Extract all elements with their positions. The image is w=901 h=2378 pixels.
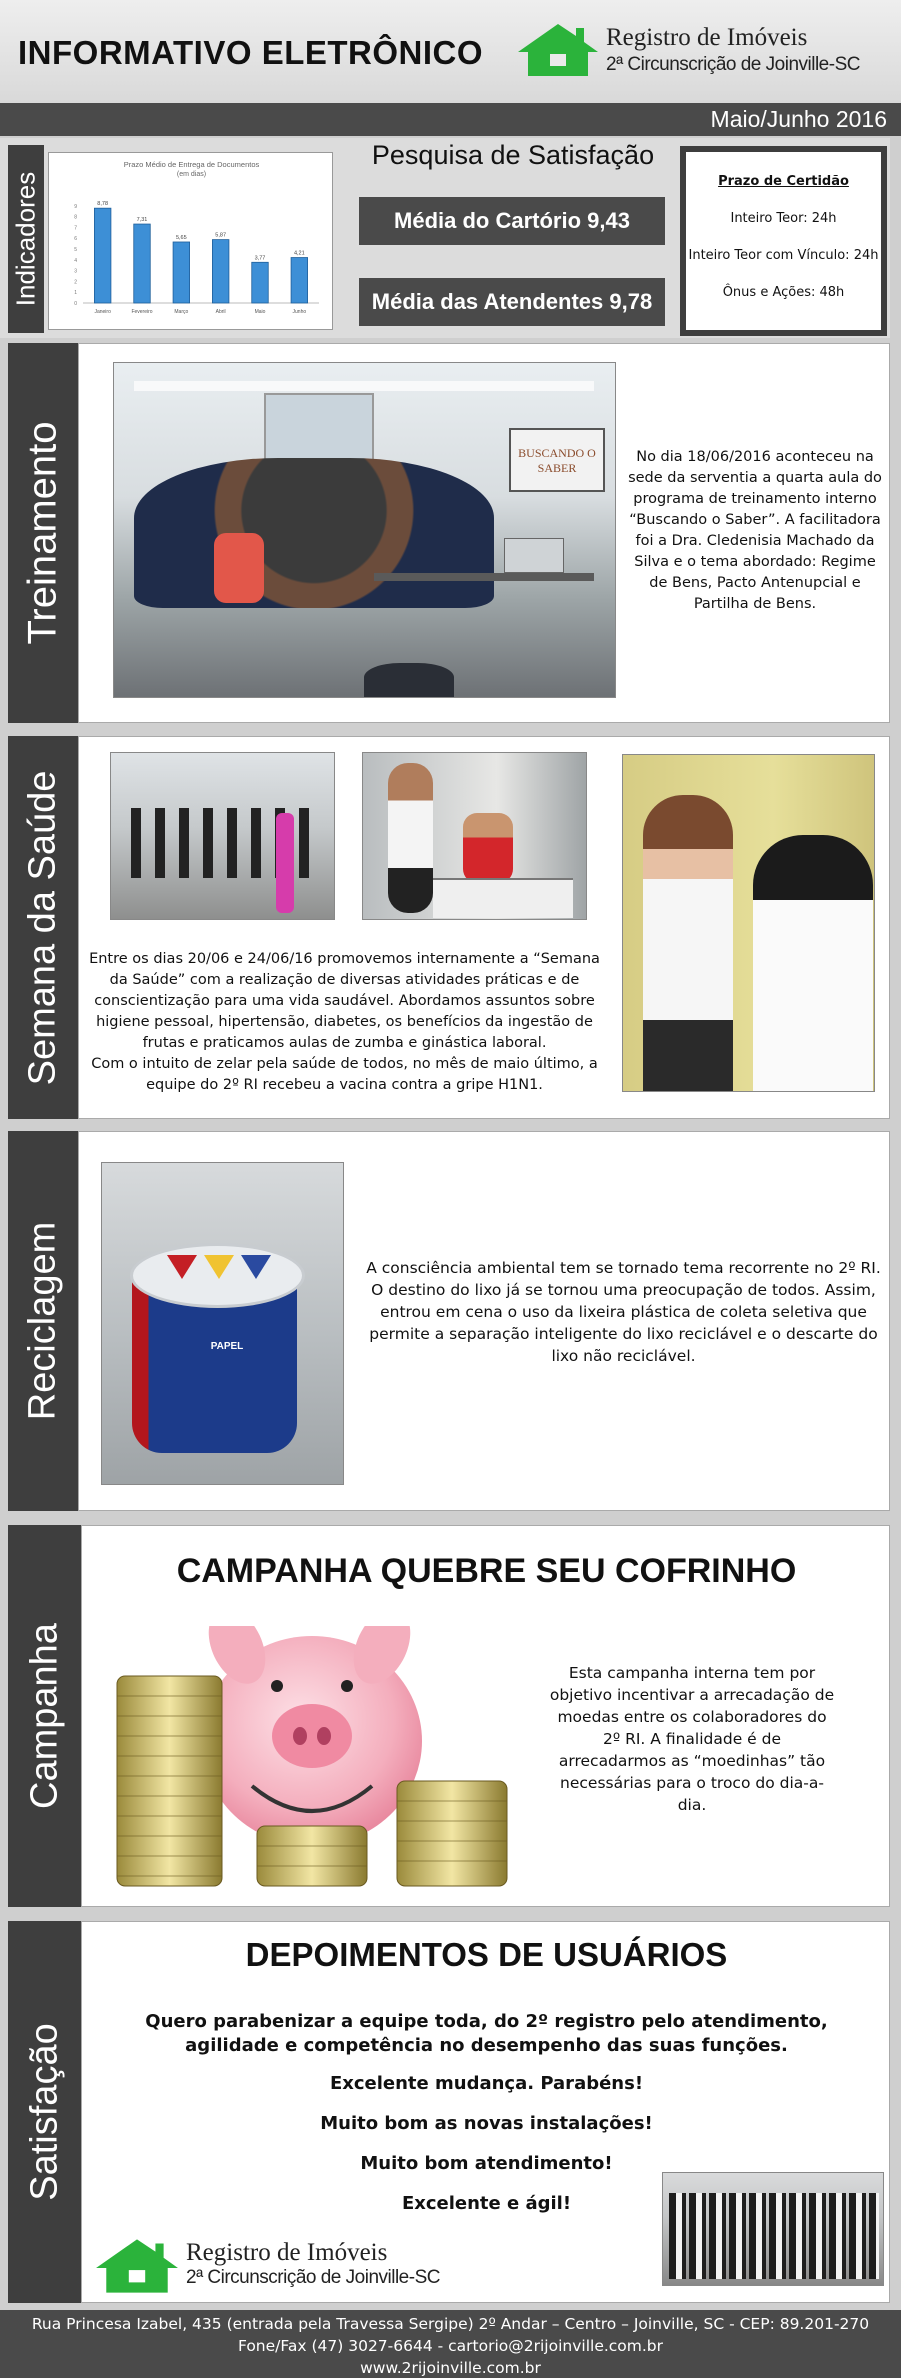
- campanha-title: CAMPANHA QUEBRE SEU COFRINHO: [176, 1552, 797, 1590]
- media-atendentes-box: Média das Atendentes 9,78: [357, 276, 667, 328]
- bar-value-label: 5,65: [175, 234, 187, 241]
- prazo-item: Inteiro Teor: 24h: [730, 211, 837, 226]
- y-tick-label: 6: [74, 236, 77, 243]
- footer-website[interactable]: www.2rijoinville.com.br: [360, 2359, 541, 2377]
- x-tick-label: Fevereiro: [131, 309, 153, 315]
- testimonial-quote: Excelente e ágil!: [401, 2193, 572, 2214]
- x-tick-label: Maio: [254, 309, 266, 315]
- chart-bar: [94, 208, 111, 303]
- saude-text-paragraph2: Com o intuito de zelar pela saúde de todos, no mês de maio último, a equipe do 2º RI recebeu a vacina contra a gripe H1N1.: [91, 1056, 598, 1093]
- bar-value-label: 8,78: [97, 201, 109, 208]
- bar-value-label: 3,77: [254, 255, 266, 262]
- y-tick-label: 0: [74, 301, 77, 307]
- campanha-text: Esta campanha interna tem por objetivo incentivar a arrecadação de moedas entre os colaboradores do 2º RI. A finalidade é de arrecadarmos as “moedinhas” tão necessárias para o troco do dia-a-dia.: [549, 1664, 835, 1814]
- footer-address: Rua Princesa Izabel, 435 (entrada pela Travessa Sergipe) 2º Andar – Centro – Joinville, SC - CEP: 89.201-270: [31, 2315, 870, 2333]
- prazo-title: Prazo de Certidão: [718, 174, 849, 189]
- zumba-photo: [110, 752, 335, 920]
- date-bar: [0, 103, 901, 136]
- reciclagem-panel: [78, 1131, 890, 1511]
- newsletter-title: INFORMATIVO ELETRÔNICO: [18, 34, 484, 71]
- logo-text-line2: 2ª Circunscrição de Joinville-SC: [606, 54, 860, 75]
- testimonial-quote: Excelente mudança. Parabéns!: [329, 2073, 644, 2094]
- bar-value-label: 5,87: [215, 232, 227, 239]
- saude-label: Semana da Saúde: [21, 770, 64, 1085]
- header: [0, 0, 901, 103]
- treinamento-text: No dia 18/06/2016 aconteceu na sede da serventia a quarta aula do programa de treinamento interno “Buscando o Saber”. A facilitadora foi a Dra. Cledenisia Machado da Silva e o tema abordado: Regime de Bens, Pacto Antenupcial e Partilha de Bens.: [628, 449, 882, 612]
- satisfacao-label: Satisfação: [23, 2023, 65, 2201]
- y-tick-label: 3: [74, 268, 77, 275]
- y-tick-label: 8: [74, 214, 77, 221]
- testimonial-quote: Muito bom atendimento!: [360, 2153, 613, 2174]
- testimonial-quote: Muito bom as novas instalações!: [320, 2113, 653, 2134]
- reciclagem-text: A consciência ambiental tem se tornado tema recorrente no 2º RI. O destino do lixo já se tornou uma preocupação de todos. Assim, entrou em cena o uso da lixeira plástica de coleta seletiva que permite a separação inteligente do lixo reciclável e o descarte do lixo não reciclável.: [366, 1259, 881, 1365]
- footer: [0, 2310, 901, 2378]
- testimonial-quote: Quero parabenizar a equipe toda, do 2º registro pelo atendimento, agilidade e competência no desempenho das suas funções.: [145, 2011, 828, 2056]
- satisfacao-label-bar: [8, 1921, 81, 2303]
- prazo-certidao-box: [680, 146, 887, 336]
- y-tick-label: 2: [74, 279, 77, 286]
- chart-bar: [252, 262, 269, 303]
- team-photo: [662, 2172, 884, 2286]
- footer-logo-line2: 2ª Circunscrição de Joinville-SC: [186, 2267, 440, 2288]
- bin-label: PAPEL: [210, 1341, 244, 1352]
- prazo-item: Ônus e Ações: 48h: [722, 285, 845, 300]
- health-check-photo: [362, 752, 587, 920]
- footer-contact: Fone/Fax (47) 3027-6644 - cartorio@2rijoinville.com.br: [237, 2337, 664, 2355]
- delivery-chart-svg: [49, 153, 334, 331]
- campanha-label: Campanha: [23, 1623, 65, 1809]
- x-tick-label: Janeiro: [94, 309, 111, 315]
- satisfacao-panel: [81, 1921, 890, 2303]
- vaccine-photo: [622, 754, 875, 1092]
- y-tick-label: 7: [74, 225, 77, 232]
- chart-bar: [173, 242, 190, 303]
- bar-value-label: 4,21: [293, 250, 305, 257]
- piggy-bank-illustration: [112, 1626, 532, 1891]
- treinamento-panel: [78, 343, 890, 723]
- y-tick-label: 9: [74, 203, 77, 210]
- chart-title: Prazo Médio de Entrega de Documentos: [123, 160, 260, 169]
- indicadores-label: Indicadores: [10, 171, 41, 307]
- delivery-chart: [48, 152, 333, 330]
- bar-value-label: 7,31: [136, 217, 148, 224]
- survey-title: Pesquisa de Satisfação: [371, 140, 655, 170]
- chart-bar: [291, 258, 308, 303]
- x-tick-label: Abril: [215, 309, 226, 315]
- chart-bar: [134, 224, 151, 303]
- training-photo: [113, 362, 616, 698]
- treinamento-label: Treinamento: [20, 421, 65, 645]
- saude-label-bar: [8, 736, 78, 1119]
- x-tick-label: Março: [174, 309, 189, 315]
- chart-subtitle: (em dias): [176, 171, 207, 178]
- y-tick-label: 1: [74, 290, 77, 297]
- treinamento-label-bar: [8, 343, 78, 723]
- house-logo-icon: [94, 2237, 180, 2295]
- chart-bar: [212, 240, 229, 303]
- depoimentos-title: DEPOIMENTOS DE USUÁRIOS: [245, 1936, 728, 1973]
- edition-date: Maio/Junho 2016: [710, 106, 887, 132]
- campanha-panel: [81, 1525, 890, 1907]
- logo-text-line1: Registro de Imóveis: [606, 24, 808, 51]
- media-cartorio-box: Média do Cartório 9,43: [357, 195, 667, 247]
- y-tick-label: 4: [74, 257, 77, 264]
- indicadores-label-bar: [8, 145, 44, 333]
- x-tick-label: Junho: [292, 309, 307, 315]
- footer-logo-line1: Registro de Imóveis: [186, 2239, 388, 2266]
- piggy-bank-icon: [112, 1626, 532, 1891]
- reciclagem-label: Reciclagem: [21, 1221, 64, 1421]
- reciclagem-label-bar: [8, 1131, 78, 1511]
- saude-panel: [78, 736, 890, 1119]
- prazo-item: Inteiro Teor com Vínculo: 24h: [688, 248, 879, 263]
- recycling-bin-photo: [101, 1162, 344, 1485]
- saude-text: [87, 949, 602, 1096]
- house-logo-icon: [516, 22, 600, 78]
- projector-screen-text: BUSCANDO O SABER: [509, 428, 605, 492]
- y-tick-label: 5: [74, 247, 77, 253]
- campanha-label-bar: [8, 1525, 81, 1907]
- saude-text-paragraph1: Entre os dias 20/06 e 24/06/16 promovemos internamente a “Semana da Saúde” com a realização de diversas atividades práticas e de conscientização para uma vida saudável. Abordamos assuntos sobre higiene pessoal, hipertensão, diabetes, os benefícios da ingestão de frutas e praticamos aulas de zumba e ginástica laboral.: [89, 951, 600, 1051]
